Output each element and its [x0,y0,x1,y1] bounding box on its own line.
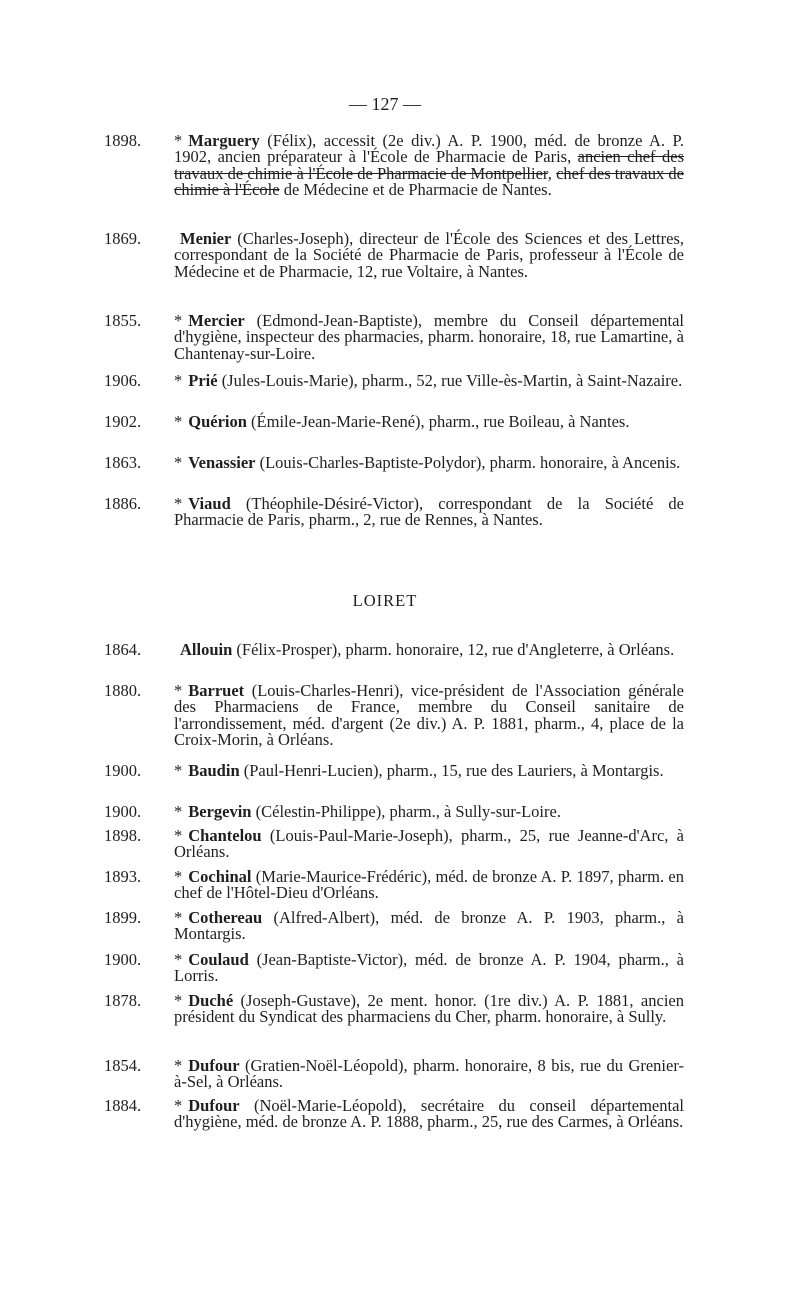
entry-details: (Alfred-Albert), méd. de bronze A. P. 1903, pharm., à Montargis. [174,908,684,944]
entry-cothereau [104,910,684,943]
entry-details: (Noël-Marie-Léopold), secrétaire du conseil départemental d'hygiène, méd. de bronze A. P. 1888, pharm., 25, rue des Carmes, à Orléans. [174,1096,684,1132]
star-marker: * [174,412,183,431]
entry-name: Menier [180,229,232,248]
entry-details: (Louis-Charles-Baptiste-Polydor), pharm. honoraire, à Ancenis. [255,453,681,472]
entry-text [174,496,684,529]
star-marker: * [174,908,183,927]
page-number: — 127 — [349,94,421,114]
entry-baudin [104,763,684,779]
entry-year: 1900. [104,802,142,821]
entry-name: Quérion [188,412,247,431]
entry-year: 1854. [104,1056,142,1075]
star-marker: * [174,311,183,330]
entry-details: (Jules-Louis-Marie), pharm., 52, rue Ville-ès-Martin, à Saint-Nazaire. [217,371,683,390]
entry-year: 1898. [104,826,142,845]
entry-prie [104,373,684,389]
entry-year: 1898. [104,131,142,150]
entry-year: 1886. [104,494,142,513]
entry-details: , [547,163,557,183]
entry-duche [104,993,684,1026]
star-marker: * [174,1096,183,1115]
entry-details: (Edmond-Jean-Baptiste), membre du Conseil départemental d'hygiène, inspecteur des pharmacies, pharm. honoraire, 18, rue Lamartine, à Chantenay-sur-Loire. [174,311,684,363]
section-title: LOIRET [352,591,418,610]
entry-name: Chantelou [188,826,262,845]
entry-text [174,993,684,1026]
entry-barruet [104,683,684,749]
entry-year: 1878. [104,991,142,1010]
entry-name: Cochinal [188,867,252,886]
star-marker: * [174,826,183,845]
entry-text [174,952,684,985]
entry-details: (Félix), accessit (2e div.) A. P. 1900, méd. de bronze A. P. 1902, ancien préparateur à l'École de Pharmacie de Paris, [174,131,684,167]
entry-details: (Paul-Henri-Lucien), pharm., 15, rue des Lauriers, à Montargis. [239,761,664,780]
entry-coulaud [104,952,684,985]
entry-details: (Marie-Maurice-Frédéric), méd. de bronze A. P. 1897, pharm. en chef de l'Hôtel-Dieu d'Orléans. [174,867,684,903]
entry-details: (Théophile-Désiré-Victor), correspondant de la Société de Pharmacie de Paris, pharm., 2, rue de Rennes, à Nantes. [174,494,684,530]
entry-text [174,910,684,943]
entry-name: Dufour [188,1056,240,1075]
entry-details: (Gratien-Noël-Léopold), pharm. honoraire, 8 bis, rue du Grenier-à-Sel, à Orléans. [174,1056,684,1092]
entry-text [174,133,684,199]
entry-details: (Louis-Charles-Henri), vice-président de l'Association générale des Pharmaciens de France, membre du Conseil sanitaire de l'arrondissement, méd. d'argent (2e div.) A. P. 1881, pharm., 4, place de la Croix-Morin, à Orléans. [174,681,684,750]
entry-year: 1902. [104,412,142,431]
star-marker: * [174,681,183,700]
entry-name: Venassier [188,453,256,472]
entry-name: Cothereau [188,908,263,927]
entry-name: Allouin [180,640,233,659]
entry-name: Dufour [188,1096,240,1115]
entry-venassier [104,455,684,471]
entry-details: (Charles-Joseph), directeur de l'École des Sciences et des Lettres, correspondant de la Société de Pharmacie de Paris, professeur à l'École de Médecine et de Pharmacie, 12, rue Voltaire, à Nantes. [174,229,684,281]
entry-querion [104,414,684,430]
entry-details: (Jean-Baptiste-Victor), méd. de bronze A. P. 1904, pharm., à Lorris. [174,950,684,986]
entry-marguery [104,133,684,199]
entry-text [174,642,684,658]
entry-text [174,373,684,389]
entry-viaud [104,496,684,529]
star-marker: * [174,867,183,886]
entry-year: 1900. [104,950,142,969]
star-marker: * [174,453,183,472]
entry-name: Baudin [188,761,240,780]
entry-text [174,1098,684,1131]
entry-year: 1884. [104,1096,142,1115]
entry-year: 1899. [104,908,142,927]
star-marker: * [174,802,183,821]
entry-text [174,1058,684,1091]
entry-year: 1869. [104,229,142,248]
entry-text [174,869,684,902]
entry-mercier [104,313,684,362]
star-marker: * [174,991,183,1010]
star-marker: * [174,131,183,150]
entry-name: Coulaud [188,950,249,969]
entry-details: (Louis-Paul-Marie-Joseph), pharm., 25, rue Jeanne-d'Arc, à Orléans. [174,826,684,862]
entry-text [174,455,684,471]
entry-name: Viaud [188,494,231,513]
entry-text [174,231,684,280]
entry-text [174,828,684,861]
entry-allouin [104,642,684,658]
entry-name: Bergevin [188,802,252,821]
entry-text [174,313,684,362]
entry-chantelou [104,828,684,861]
entry-dufour-gratien [104,1058,684,1091]
entry-name: Duché [188,991,234,1010]
entry-year: 1880. [104,681,142,700]
entry-details: (Émile-Jean-Marie-René), pharm., rue Boileau, à Nantes. [246,412,630,431]
entry-year: 1900. [104,761,142,780]
entry-name: Mercier [188,311,245,330]
struck-text: ancien chef des travaux de chimie à l'École de Pharmacie de Montpellier [174,147,684,183]
entry-name: Prié [188,371,218,390]
entry-text [174,763,684,779]
entry-bergevin [104,804,684,820]
entry-details: (Joseph-Gustave), 2e ment. honor. (1re div.) A. P. 1881, ancien président du Syndicat des pharmaciens du Cher, pharm. honoraire, à Sully. [174,991,684,1027]
entry-details: (Félix-Prosper), pharm. honoraire, 12, rue d'Angleterre, à Orléans. [232,640,675,659]
entry-cochinal [104,869,684,902]
star-marker: * [174,761,183,780]
entry-text [174,414,684,430]
entry-text [174,683,684,749]
entry-details: de Médecine et de Pharmacie de Nantes. [279,180,552,200]
entry-year: 1906. [104,371,142,390]
star-marker: * [174,371,183,390]
entry-year: 1893. [104,867,142,886]
entry-year: 1864. [104,640,142,659]
entry-year: 1855. [104,311,142,330]
entry-name: Marguery [188,131,260,150]
star-marker: * [174,494,183,513]
star-marker: * [174,950,183,969]
entry-name: Barruet [188,681,245,700]
entry-details: (Célestin-Philippe), pharm., à Sully-sur-Loire. [251,802,561,821]
struck-text: chef des travaux de chimie à l'École [174,163,685,200]
entry-menier [104,231,684,280]
entry-dufour-noel [104,1098,684,1131]
entry-year: 1863. [104,453,142,472]
star-marker: * [174,1056,183,1075]
entry-text [174,804,684,820]
